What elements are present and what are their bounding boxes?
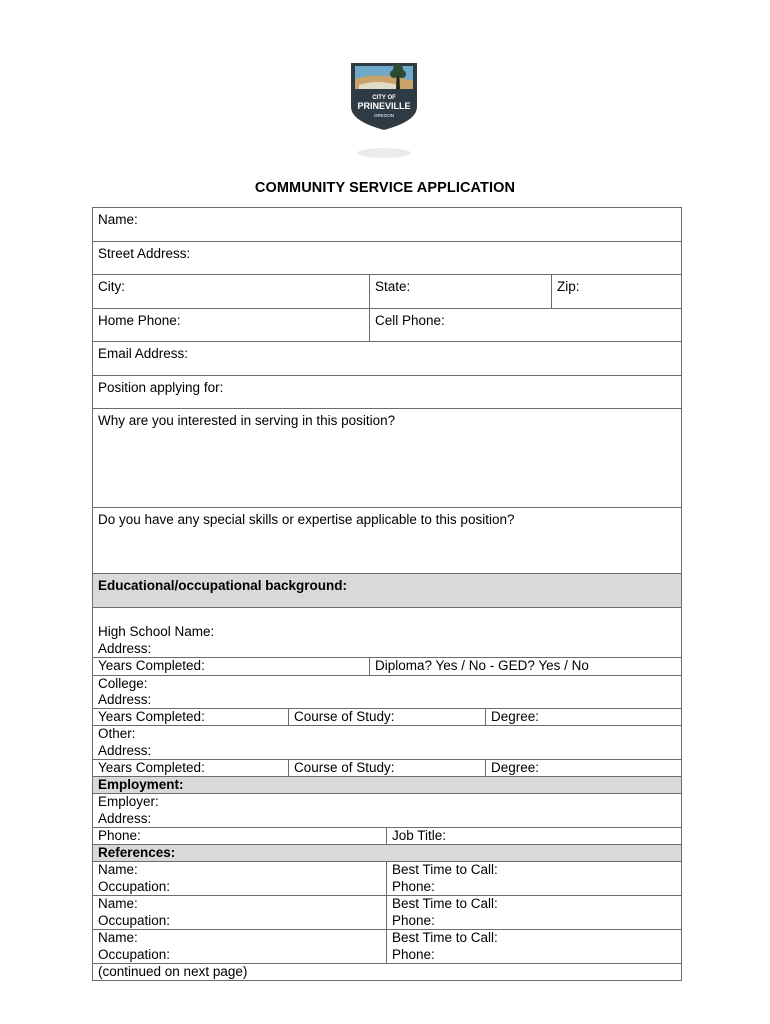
college-label: College: (98, 675, 148, 691)
email-field[interactable] (93, 342, 681, 375)
ref1-best-time-field[interactable] (386, 862, 681, 879)
other-course-field[interactable] (288, 760, 485, 776)
ref1-occupation-label: Occupation: (98, 878, 171, 894)
education-heading: Educational/occupational background: (98, 578, 348, 593)
other-label: Other: (98, 725, 136, 741)
ref3-best-time-field[interactable] (386, 930, 681, 947)
skills-label: Do you have any special skills or expertise applicable to this position? (98, 512, 515, 527)
college-address-label: Address: (98, 691, 152, 707)
ref3-name-row (93, 930, 681, 947)
ref2-name-field[interactable] (93, 896, 386, 913)
employer-phone-field[interactable] (93, 828, 386, 844)
email-row (93, 342, 681, 376)
other-degree-field[interactable] (485, 760, 681, 776)
employer-row (93, 794, 681, 811)
continued-note: (continued on next page) (98, 963, 248, 979)
job-title-field[interactable] (386, 828, 681, 844)
state-label: State: (375, 279, 411, 294)
ref3-occupation-row (93, 947, 681, 964)
ref2-best-time-field[interactable] (386, 896, 681, 913)
references-heading-row (93, 845, 681, 862)
email-label: Email Address: (98, 346, 189, 361)
college-address-row (93, 692, 681, 709)
references-heading: References: (98, 844, 176, 860)
ref2-phone-field[interactable] (386, 913, 681, 929)
home-phone-label: Home Phone: (98, 312, 181, 328)
ref2-name-row (93, 896, 681, 913)
skills-row (93, 508, 681, 574)
high-school-row (93, 624, 681, 641)
ref1-name-label: Name: (98, 861, 138, 877)
ref1-occupation-field[interactable] (93, 879, 386, 895)
ref1-name-field[interactable] (93, 862, 386, 879)
ref1-best-time-label: Best Time to Call: (392, 861, 498, 877)
other-address-label: Address: (98, 742, 152, 758)
employer-phone-label: Phone: (98, 827, 141, 843)
ref3-occupation-field[interactable] (93, 947, 386, 963)
college-years-row (93, 709, 681, 726)
college-years-label: Years Completed: (98, 708, 205, 724)
education-spacer (93, 608, 681, 624)
other-degree-label: Degree: (491, 759, 540, 775)
diploma-label: Diploma? Yes / No - GED? Yes / No (375, 657, 589, 673)
ref2-best-time-label: Best Time to Call: (392, 895, 498, 911)
other-address-row (93, 743, 681, 760)
ref3-occupation-label: Occupation: (98, 946, 171, 962)
college-years-field[interactable] (93, 709, 288, 725)
city-field[interactable] (93, 275, 369, 308)
ref1-phone-field[interactable] (386, 879, 681, 895)
college-row (93, 675, 681, 692)
position-label: Position applying for: (98, 379, 224, 395)
why-row (93, 409, 681, 508)
college-address-field[interactable] (93, 692, 681, 708)
employer-field[interactable] (93, 794, 681, 811)
name-row (93, 208, 681, 242)
position-field[interactable] (93, 376, 681, 409)
street-address-label: Street Address: (98, 245, 191, 261)
ref1-phone-label: Phone: (392, 878, 435, 894)
other-years-row (93, 760, 681, 777)
employer-address-row (93, 811, 681, 828)
logo-text-1: CITY OF (372, 95, 396, 101)
hs-address-field[interactable] (93, 641, 681, 657)
education-heading-row (93, 574, 681, 608)
diploma-field[interactable] (369, 658, 681, 675)
college-degree-field[interactable] (485, 709, 681, 725)
name-label: Name: (98, 212, 138, 227)
name-field[interactable] (93, 208, 681, 241)
college-course-field[interactable] (288, 709, 485, 725)
city-logo (347, 55, 421, 131)
hs-address-label: Address: (98, 640, 152, 656)
ref3-name-label: Name: (98, 929, 138, 945)
form-title: COMMUNITY SERVICE APPLICATION (254, 180, 516, 196)
employment-heading-row (93, 777, 681, 794)
footer-row (93, 964, 681, 981)
ref1-name-row (93, 862, 681, 879)
logo-text-2: PRINEVILLE (357, 101, 411, 111)
college-degree-label: Degree: (491, 708, 540, 724)
other-field[interactable] (93, 726, 681, 743)
employer-phone-row (93, 828, 681, 845)
college-field[interactable] (93, 676, 681, 692)
hs-address-row (93, 641, 681, 658)
other-row (93, 726, 681, 743)
ref1-occupation-row (93, 879, 681, 896)
street-address-field[interactable] (93, 242, 681, 275)
other-course-label: Course of Study: (294, 759, 395, 775)
high-school-label: High School Name: (98, 623, 215, 639)
ref3-phone-label: Phone: (392, 946, 435, 962)
cell-phone-label: Cell Phone: (375, 312, 445, 328)
why-field[interactable] (93, 409, 681, 507)
employer-address-label: Address: (98, 810, 152, 826)
zip-field[interactable] (551, 275, 681, 308)
other-address-field[interactable] (93, 743, 681, 759)
employment-heading: Employment: (98, 776, 184, 792)
ref3-name-field[interactable] (93, 930, 386, 947)
why-label: Why are you interested in serving in this position? (98, 413, 396, 428)
city-label: City: (98, 279, 125, 294)
skills-field[interactable] (93, 508, 681, 573)
high-school-field[interactable] (93, 624, 681, 641)
ref3-phone-field[interactable] (386, 947, 681, 963)
hs-years-label: Years Completed: (98, 657, 205, 673)
hs-years-field[interactable] (93, 658, 369, 675)
home-phone-field[interactable] (93, 309, 369, 342)
ref2-occupation-label: Occupation: (98, 912, 171, 928)
position-row (93, 376, 681, 410)
logo-text-3: OREGON (373, 113, 395, 118)
cell-phone-field[interactable] (369, 309, 681, 342)
other-years-field[interactable] (93, 760, 288, 776)
job-title-label: Job Title: (392, 827, 447, 843)
ref3-best-time-label: Best Time to Call: (392, 929, 498, 945)
ref2-occupation-row (93, 913, 681, 930)
phone-row (93, 309, 681, 343)
logo-watermark (356, 147, 412, 159)
other-years-label: Years Completed: (98, 759, 205, 775)
hs-years-row (93, 658, 681, 675)
city-row (93, 275, 681, 309)
employer-address-field[interactable] (93, 811, 681, 827)
application-form (92, 207, 682, 981)
ref2-occupation-field[interactable] (93, 913, 386, 929)
state-field[interactable] (369, 275, 551, 308)
college-course-label: Course of Study: (294, 708, 395, 724)
ref2-name-label: Name: (98, 895, 138, 911)
street-row (93, 242, 681, 276)
employer-label: Employer: (98, 793, 159, 809)
ref2-phone-label: Phone: (392, 912, 435, 928)
zip-label: Zip: (557, 279, 580, 294)
